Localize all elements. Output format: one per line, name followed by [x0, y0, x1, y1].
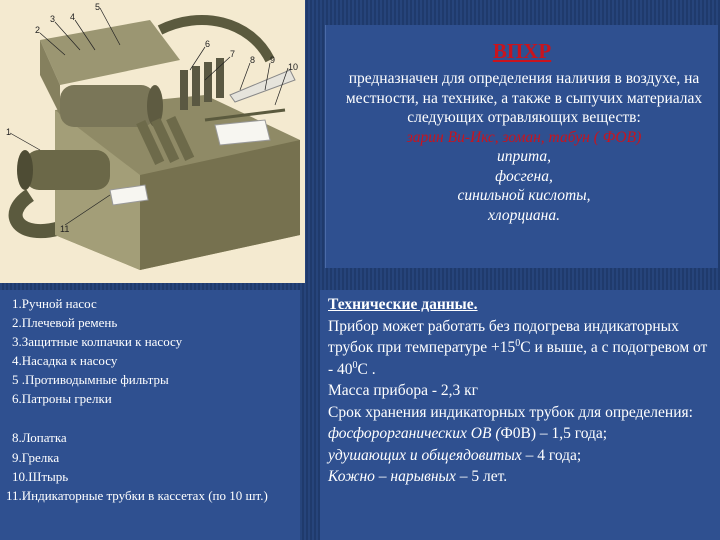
tech-storage: Срок хранения индикаторных трубок для определения:: [328, 403, 693, 421]
legend-item: 9.Грелка: [12, 450, 60, 465]
legend-item: 1.Ручной насос: [12, 296, 97, 311]
agent-item: синильной кислоты,: [457, 187, 591, 204]
agent-item: хлорциана.: [488, 206, 560, 224]
technical-data-panel: [320, 290, 720, 540]
callout-7: 7: [230, 49, 236, 59]
callout-10: 10: [288, 62, 299, 72]
tech-mass: Масса прибора - 2,3 кг: [328, 382, 479, 399]
description-text: [344, 69, 704, 225]
legend-item: 2.Плечевой ремень: [12, 315, 118, 330]
callout-2: 2: [35, 25, 41, 35]
callout-11: 11: [60, 224, 70, 234]
technical-data-text: [328, 294, 713, 488]
callout-9: 9: [270, 55, 276, 65]
tech-storage-row: Кожно – нарывных – 5 лет.: [328, 468, 508, 485]
callout-5: 5: [95, 2, 101, 12]
legend-item: 5 .Противодымные фильтры: [12, 372, 169, 387]
description-panel: [325, 25, 718, 268]
legend-panel: [0, 290, 300, 540]
slide-title: ВПХР: [492, 39, 552, 63]
callout-8: 8: [250, 55, 256, 65]
callout-3: 3: [50, 14, 56, 24]
legend-item: 11.Индикаторные трубки в кассетах (по 10 шт.): [6, 488, 268, 503]
legend-item: 8.Лопатка: [12, 430, 67, 445]
device-illustration: [0, 0, 305, 283]
tech-heading: Технические данные.: [328, 296, 478, 313]
tech-temperature: Прибор может работать без подогрева индикаторных трубок при температуре $+15^0С$ и выше, а с подогревом от - $40^0С$ .: [328, 317, 708, 378]
tech-storage-row: удушающих и общеядовитых – 4 года;: [328, 446, 582, 464]
callout-1: 1: [6, 127, 12, 137]
legend-item: 6.Патроны грелки: [12, 391, 112, 406]
agent-fov: зарин Ви-Икс, зоман, табун ( ФОВ): [406, 128, 642, 146]
callout-6: 6: [205, 39, 211, 49]
agent-item: фосгена,: [495, 167, 553, 185]
legend-item: 4.Насадка к насосу: [12, 353, 118, 368]
legend-item: 10.Штырь: [12, 469, 69, 484]
tech-storage-row: фосфорорганических ОВ (Ф0В) – 1,5 года;: [328, 425, 608, 442]
description-intro: предназначен для определения наличия в воздухе, на местности, на технике, а также в сыпучих материалах следующих отравляющих веществ:: [345, 70, 703, 126]
device-drawing: [0, 0, 305, 283]
callout-4: 4: [70, 12, 76, 22]
agent-item: иприта,: [496, 148, 551, 165]
legend-item: 3.Защитные колпачки к насосу: [12, 334, 183, 349]
